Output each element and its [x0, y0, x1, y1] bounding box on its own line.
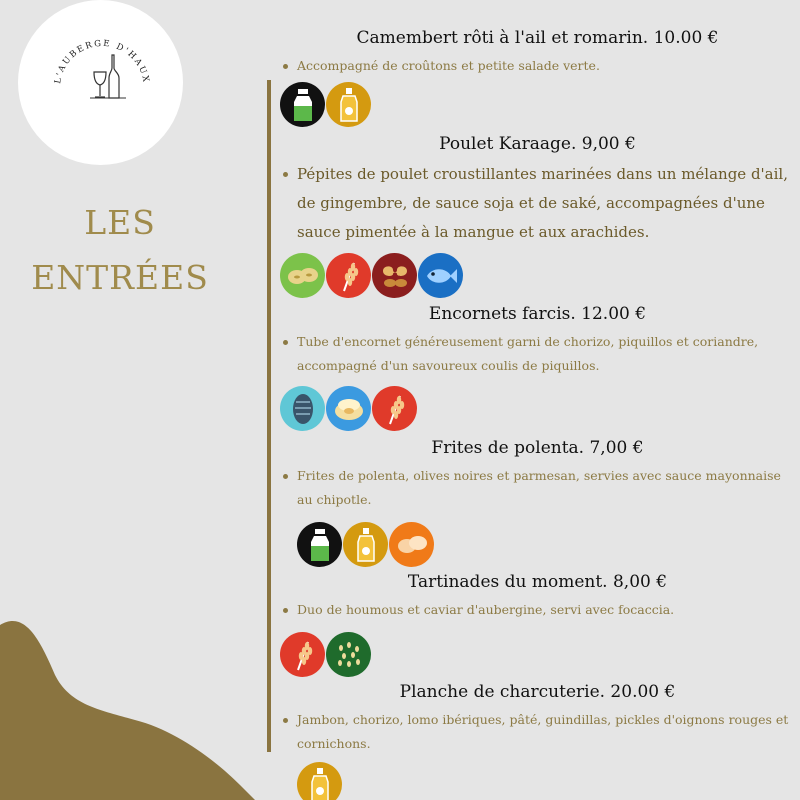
dish-item	[280, 26, 795, 128]
dish-title: Camembert rôti à l'ail et romarin. 10.00 €	[356, 28, 719, 48]
dish-description: Duo de houmous et caviar d'aubergine, servi avec focaccia.	[280, 598, 795, 622]
dish-title: Encornets farcis. 12.00 €	[428, 304, 647, 324]
dish-item	[280, 570, 795, 678]
dish-item	[280, 132, 795, 299]
shellfish-icon	[326, 386, 371, 431]
mustard-icon	[326, 82, 371, 127]
dish-title: Planche de charcuterie. 20.00 €	[399, 682, 676, 702]
dish-description: Tube d'encornet généreusement garni de chorizo, piquillos et coriandre, accompagné d'un savoureux coulis de piquillos.	[280, 330, 795, 378]
gluten-icon	[280, 632, 325, 677]
decorative-blob	[0, 600, 270, 800]
dish-title: Poulet Karaage. 9,00 €	[439, 134, 636, 154]
milk-icon	[280, 82, 325, 127]
dish-description: Frites de polenta, olives noires et parmesan, servies avec sauce mayonnaise au chipotle.	[280, 464, 795, 512]
dish-title: Tartinades du moment. 8,00 €	[407, 572, 668, 592]
dish-item	[280, 302, 795, 432]
sesame-icon	[326, 632, 371, 677]
soy-icon	[280, 253, 325, 298]
mustard-icon	[297, 762, 342, 800]
restaurant-logo	[18, 0, 183, 165]
fish-icon	[418, 253, 463, 298]
section-title	[20, 195, 220, 305]
gluten-icon	[372, 386, 417, 431]
logo-text: L'AUBERGE D'HAUX	[53, 38, 151, 85]
dish-description: Accompagné de croûtons et petite salade verte.	[280, 54, 795, 78]
peanut-icon	[372, 253, 417, 298]
allergen-icons	[280, 632, 795, 678]
section-title-line1: LES	[84, 203, 156, 242]
dish-item	[280, 680, 795, 800]
egg-icon	[389, 522, 434, 567]
allergen-icons	[280, 522, 795, 568]
allergen-icons	[280, 386, 795, 432]
allergen-icons	[280, 762, 795, 800]
svg-text:L'AUBERGE D'HAUX	[53, 39, 151, 85]
dish-title: Frites de polenta. 7,00 €	[431, 438, 644, 458]
mollusc-icon	[280, 386, 325, 431]
mustard-icon	[343, 522, 388, 567]
allergen-icons	[280, 253, 795, 299]
divider-line	[267, 80, 271, 752]
section-title-line2: ENTRÉES	[31, 258, 209, 297]
dish-description: Jambon, chorizo, lomo ibériques, pâté, guindillas, pickles d'oignons rouges et cornichons.	[280, 708, 795, 756]
allergen-icons	[280, 82, 795, 128]
milk-icon	[297, 522, 342, 567]
dish-description: Pépites de poulet croustillantes marinées dans un mélange d'ail, de gingembre, de sauce soja et de saké, accompagnées d'une sauce pimentée à la mangue et aux arachides.	[280, 160, 795, 247]
gluten-icon	[326, 253, 371, 298]
dish-item	[280, 436, 795, 568]
